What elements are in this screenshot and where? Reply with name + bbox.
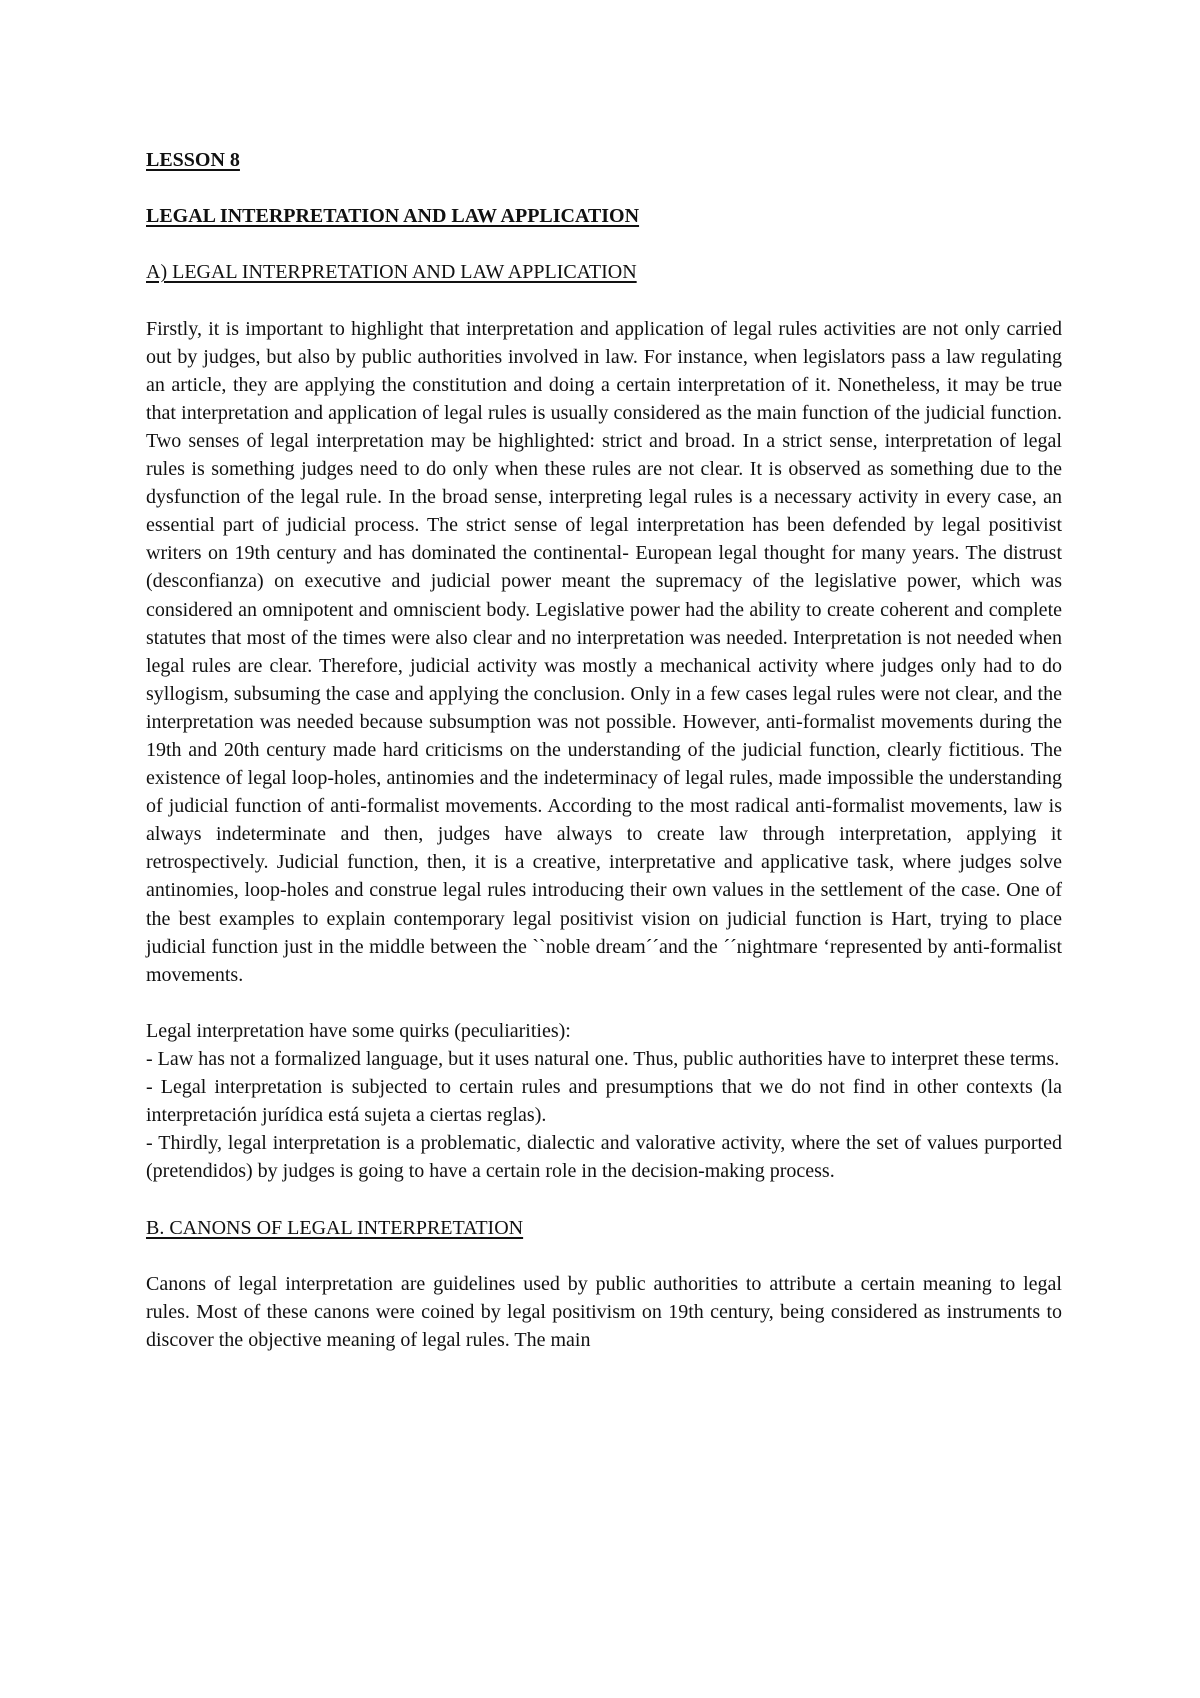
- spacer: [146, 1185, 1062, 1213]
- quirk-item-2: - Legal interpretation is subjected to certain rules and presumptions that we do not find in other contexts (la interpretación jurídica está sujeta a ciertas reglas).: [146, 1076, 1062, 1127]
- section-b-heading: B. CANONS OF LEGAL INTERPRETATION: [146, 1216, 524, 1239]
- spacer: [146, 174, 1062, 202]
- quirk-item-3: - Thirdly, legal interpretation is a problematic, dialectic and valorative activity, where the set of values purported (pretendidos) by judges is going to have a certain role in the decision-making process.: [146, 1132, 1062, 1183]
- section-a-heading: A) LEGAL INTERPRETATION AND LAW APPLICATION: [146, 261, 637, 284]
- main-title: LEGAL INTERPRETATION AND LAW APPLICATION: [146, 205, 640, 228]
- document-page: [146, 146, 1062, 1354]
- section-b-paragraph: Canons of legal interpretation are guidelines used by public authorities to attribute a certain meaning to legal rules. Most of these canons were coined by legal positivism on 19th century, being considered as instruments to discover the objective meaning of legal rules. The main: [146, 1272, 1062, 1351]
- spacer: [146, 989, 1062, 1017]
- spacer: [146, 230, 1062, 258]
- spacer: [146, 286, 1062, 314]
- lesson-title: LESSON 8: [146, 149, 240, 171]
- spacer: [146, 1242, 1062, 1270]
- quirks-intro: Legal interpretation have some quirks (peculiarities):: [146, 1019, 571, 1042]
- quirk-item-1: - Law has not a formalized language, but it uses natural one. Thus, public authorities have to interpret these terms.: [146, 1048, 1060, 1070]
- section-a-paragraph: Firstly, it is important to highlight that interpretation and application of legal rules activities are not only carried out by judges, but also by public authorities involved in law. For instance, when legislators pass a law regulating an article, they are applying the constitution and doing a certain interpretation of it. Nonetheless, it may be true that interpretation and application of legal rules is usually considered as the main function of the judicial function. Two senses of legal interpretation may be highlighted: strict and broad. In a strict sense, interpretation of legal rules is something judges need to do only when these rules are not clear. It is observed as something due to the dysfunction of the legal rule. In the broad sense, interpreting legal rules is a necessary activity in every case, an essential part of judicial process. The strict sense of legal interpretation has been defended by legal positivist writers on 19th century and has dominated the continental- European legal thought for many years. The distrust (desconfianza) on executive and judicial power meant the supremacy of the legislative power, which was considered an omnipotent and omniscient body. Legislative power had the ability to create coherent and complete statutes that most of the times were also clear and no interpretation was needed. Interpretation is not needed when legal rules are clear. Therefore, judicial activity was mostly a mechanical activity where judges only had to do syllogism, subsuming the case and applying the conclusion. Only in a few cases legal rules were not clear, and the interpretation was needed because subsumption was not possible. However, anti-formalist movements during the 19th and 20th century made hard criticisms on the understanding of the judicial function, clearly fictitious. The existence of legal loop-holes, antinomies and the indeterminacy of legal rules, made impossible the understanding of judicial function of anti-formalist movements. According to the most radical anti-formalist movements, law is always indeterminate and then, judges have always to create law through interpretation, applying it retrospectively. Judicial function, then, it is a creative, interpretative and applicative task, where judges solve antinomies, loop-holes and construe legal rules introducing their own values in the settlement of the case. One of the best examples to explain contemporary legal positivist vision on judicial function is Hart, trying to place judicial function just in the middle between the ``noble dream´´and the ´´nightmare ‘represented by anti-formalist movements.: [146, 317, 1062, 986]
